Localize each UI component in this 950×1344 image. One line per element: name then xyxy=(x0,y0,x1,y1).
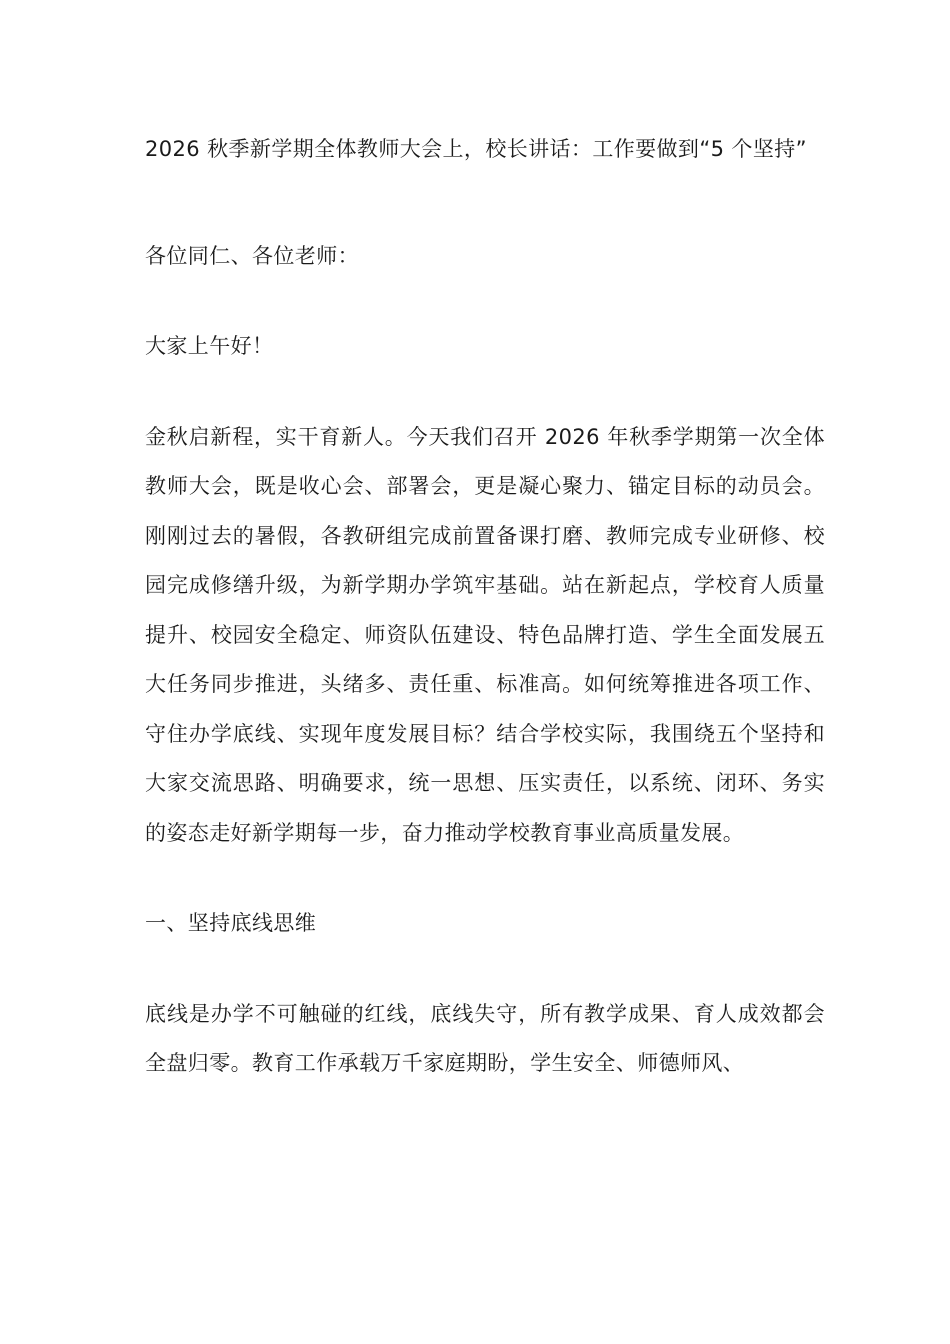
intro-paragraph: 金秋启新程，实干育新人。今天我们召开 2026 年秋季学期第一次全体教师大会，既是收心会、部署会，更是凝心聚力、锚定目标的动员会。刚刚过去的暑假，各教研组完成前置备课打磨、教师完成专业研修、校园完成修缮升级，为新学期办学筑牢基础。站在新起点，学校育人质量提升、校园安全稳定、师资队伍建设、特色品牌打造、学生全面发展五大任务同步推进，头绪多、责任重、标准高。如何统筹推进各项工作、守住办学底线、实现年度发展目标？结合学校实际，我围绕五个坚持和大家交流思路、明确要求，统一思想、压实责任，以系统、闭环、务实的姿态走好新学期每一步，奋力推动学校教育事业高质量发展。 xyxy=(145,424,825,845)
greeting: 大家上午好！ xyxy=(145,334,274,358)
document-body xyxy=(145,125,825,1089)
section-1-paragraph: 底线是办学不可触碰的红线，底线失守，所有教学成果、育人成效都会全盘归零。教育工作承载万千家庭期盼，学生安全、师德师风、 xyxy=(145,1001,825,1075)
section-heading-1: 一、坚持底线思维 xyxy=(145,911,317,935)
salutation: 各位同仁、各位老师： xyxy=(145,243,359,268)
document-title: 2026 秋季新学期全体教师大会上，校长讲话：工作要做到“5 个坚持” xyxy=(145,137,807,161)
